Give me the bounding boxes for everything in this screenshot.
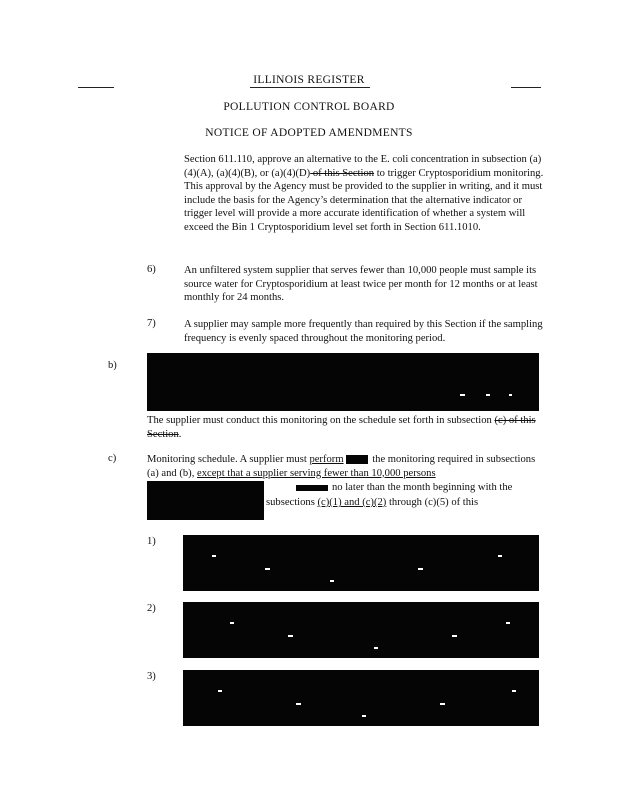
redaction-speck	[296, 703, 301, 705]
redaction-speck	[452, 635, 457, 637]
redaction-schedule-item-3	[183, 670, 539, 726]
redaction-speck	[418, 568, 423, 570]
continuation-text-a: Section 611.110, approve an alternative to the E. coli concentration in subsection (a)(4)(A), (a)(4)(B), or (a)(4)(D)	[184, 154, 542, 179]
notice-title: NOTICE OF ADOPTED AMENDMENTS	[205, 127, 413, 139]
schedule-item-2-number: 2)	[147, 603, 156, 614]
redaction-inline-word	[346, 455, 368, 464]
section-c-text-1: Monitoring schedule. A supplier must	[147, 454, 310, 465]
redaction-section-c-inline	[296, 485, 328, 491]
section-b-tail	[147, 414, 542, 441]
section-c-line-4-text: subsections	[266, 497, 318, 508]
section-c-label: c)	[108, 453, 117, 464]
redaction-speck	[460, 394, 465, 396]
schedule-item-3-number: 3)	[147, 671, 156, 682]
continuation-struck-text: of this Section	[310, 167, 375, 179]
section-c-underlined-2: except that a supplier serving fewer than 10,000 persons	[197, 467, 436, 479]
item-6-number: 6)	[147, 264, 156, 275]
section-b-struck-text: (c) of this Section	[147, 415, 536, 440]
schedule-item-1-number: 1)	[147, 536, 156, 547]
redaction-speck	[212, 555, 216, 557]
header-rule-left	[78, 87, 114, 88]
redaction-speck	[509, 394, 512, 396]
board-title: POLLUTION CONTROL BOARD	[223, 101, 395, 113]
redaction-speck	[288, 635, 293, 637]
register-title: ILLINOIS REGISTER	[253, 74, 365, 86]
section-c-line-4-text-b: through (c)(5) of this	[386, 497, 479, 508]
section-c-line-4-underlined: (c)(1) and (c)(2)	[317, 497, 387, 508]
section-b-tail-text: The supplier must conduct this monitoring on the schedule set forth in subsection	[147, 415, 495, 426]
header-rule-main	[250, 87, 370, 88]
redaction-speck	[374, 647, 378, 649]
redaction-speck	[218, 690, 222, 692]
section-c-text-2: the monitoring required in subsections (a) and (b),	[147, 454, 536, 479]
item-7-number: 7)	[147, 318, 156, 329]
redaction-speck	[486, 394, 490, 396]
redaction-schedule-item-1	[183, 535, 539, 591]
section-c-paragraph	[147, 453, 542, 480]
section-b-label: b)	[108, 360, 117, 371]
header-rule-right	[511, 87, 541, 88]
redaction-section-c-left	[147, 481, 264, 520]
section-c-line-4	[266, 496, 542, 510]
redaction-speck	[498, 555, 502, 557]
redaction-speck	[265, 568, 270, 570]
continuation-paragraph	[184, 153, 546, 235]
redaction-speck	[512, 690, 516, 692]
section-c-line-3: no later than the month beginning with the	[332, 482, 513, 493]
item-6-text: An unfiltered system supplier that serves fewer than 10,000 people must sample its source water for Cryptosporidium at least twice per month for 12 months or at least monthly for 24 months.	[184, 265, 538, 304]
item-7-text: A supplier may sample more frequently than required by this Section if the sampling frequency is evenly spaced throughout the monitoring period.	[184, 319, 543, 344]
redaction-section-b	[147, 353, 539, 411]
redaction-speck	[330, 580, 334, 582]
redaction-schedule-item-2	[183, 602, 539, 658]
redaction-speck	[506, 622, 510, 624]
redaction-speck	[362, 715, 366, 717]
section-c-underlined-1: perform	[309, 454, 344, 465]
redaction-speck	[230, 622, 234, 624]
redaction-speck	[440, 703, 445, 705]
continuation-text-b: to trigger Cryptosporidium monitoring. This approval by the Agency must be provided to the supplier in writing, and it must include the basis for the Agency’s determination that the alternative indicator or trigger level will provide a more accurate identification of whether a system will exceed the Bin 1 Cryptosporidium level set forth in Section 611.1010.	[184, 167, 544, 233]
section-b-tail-end: .	[178, 428, 182, 440]
